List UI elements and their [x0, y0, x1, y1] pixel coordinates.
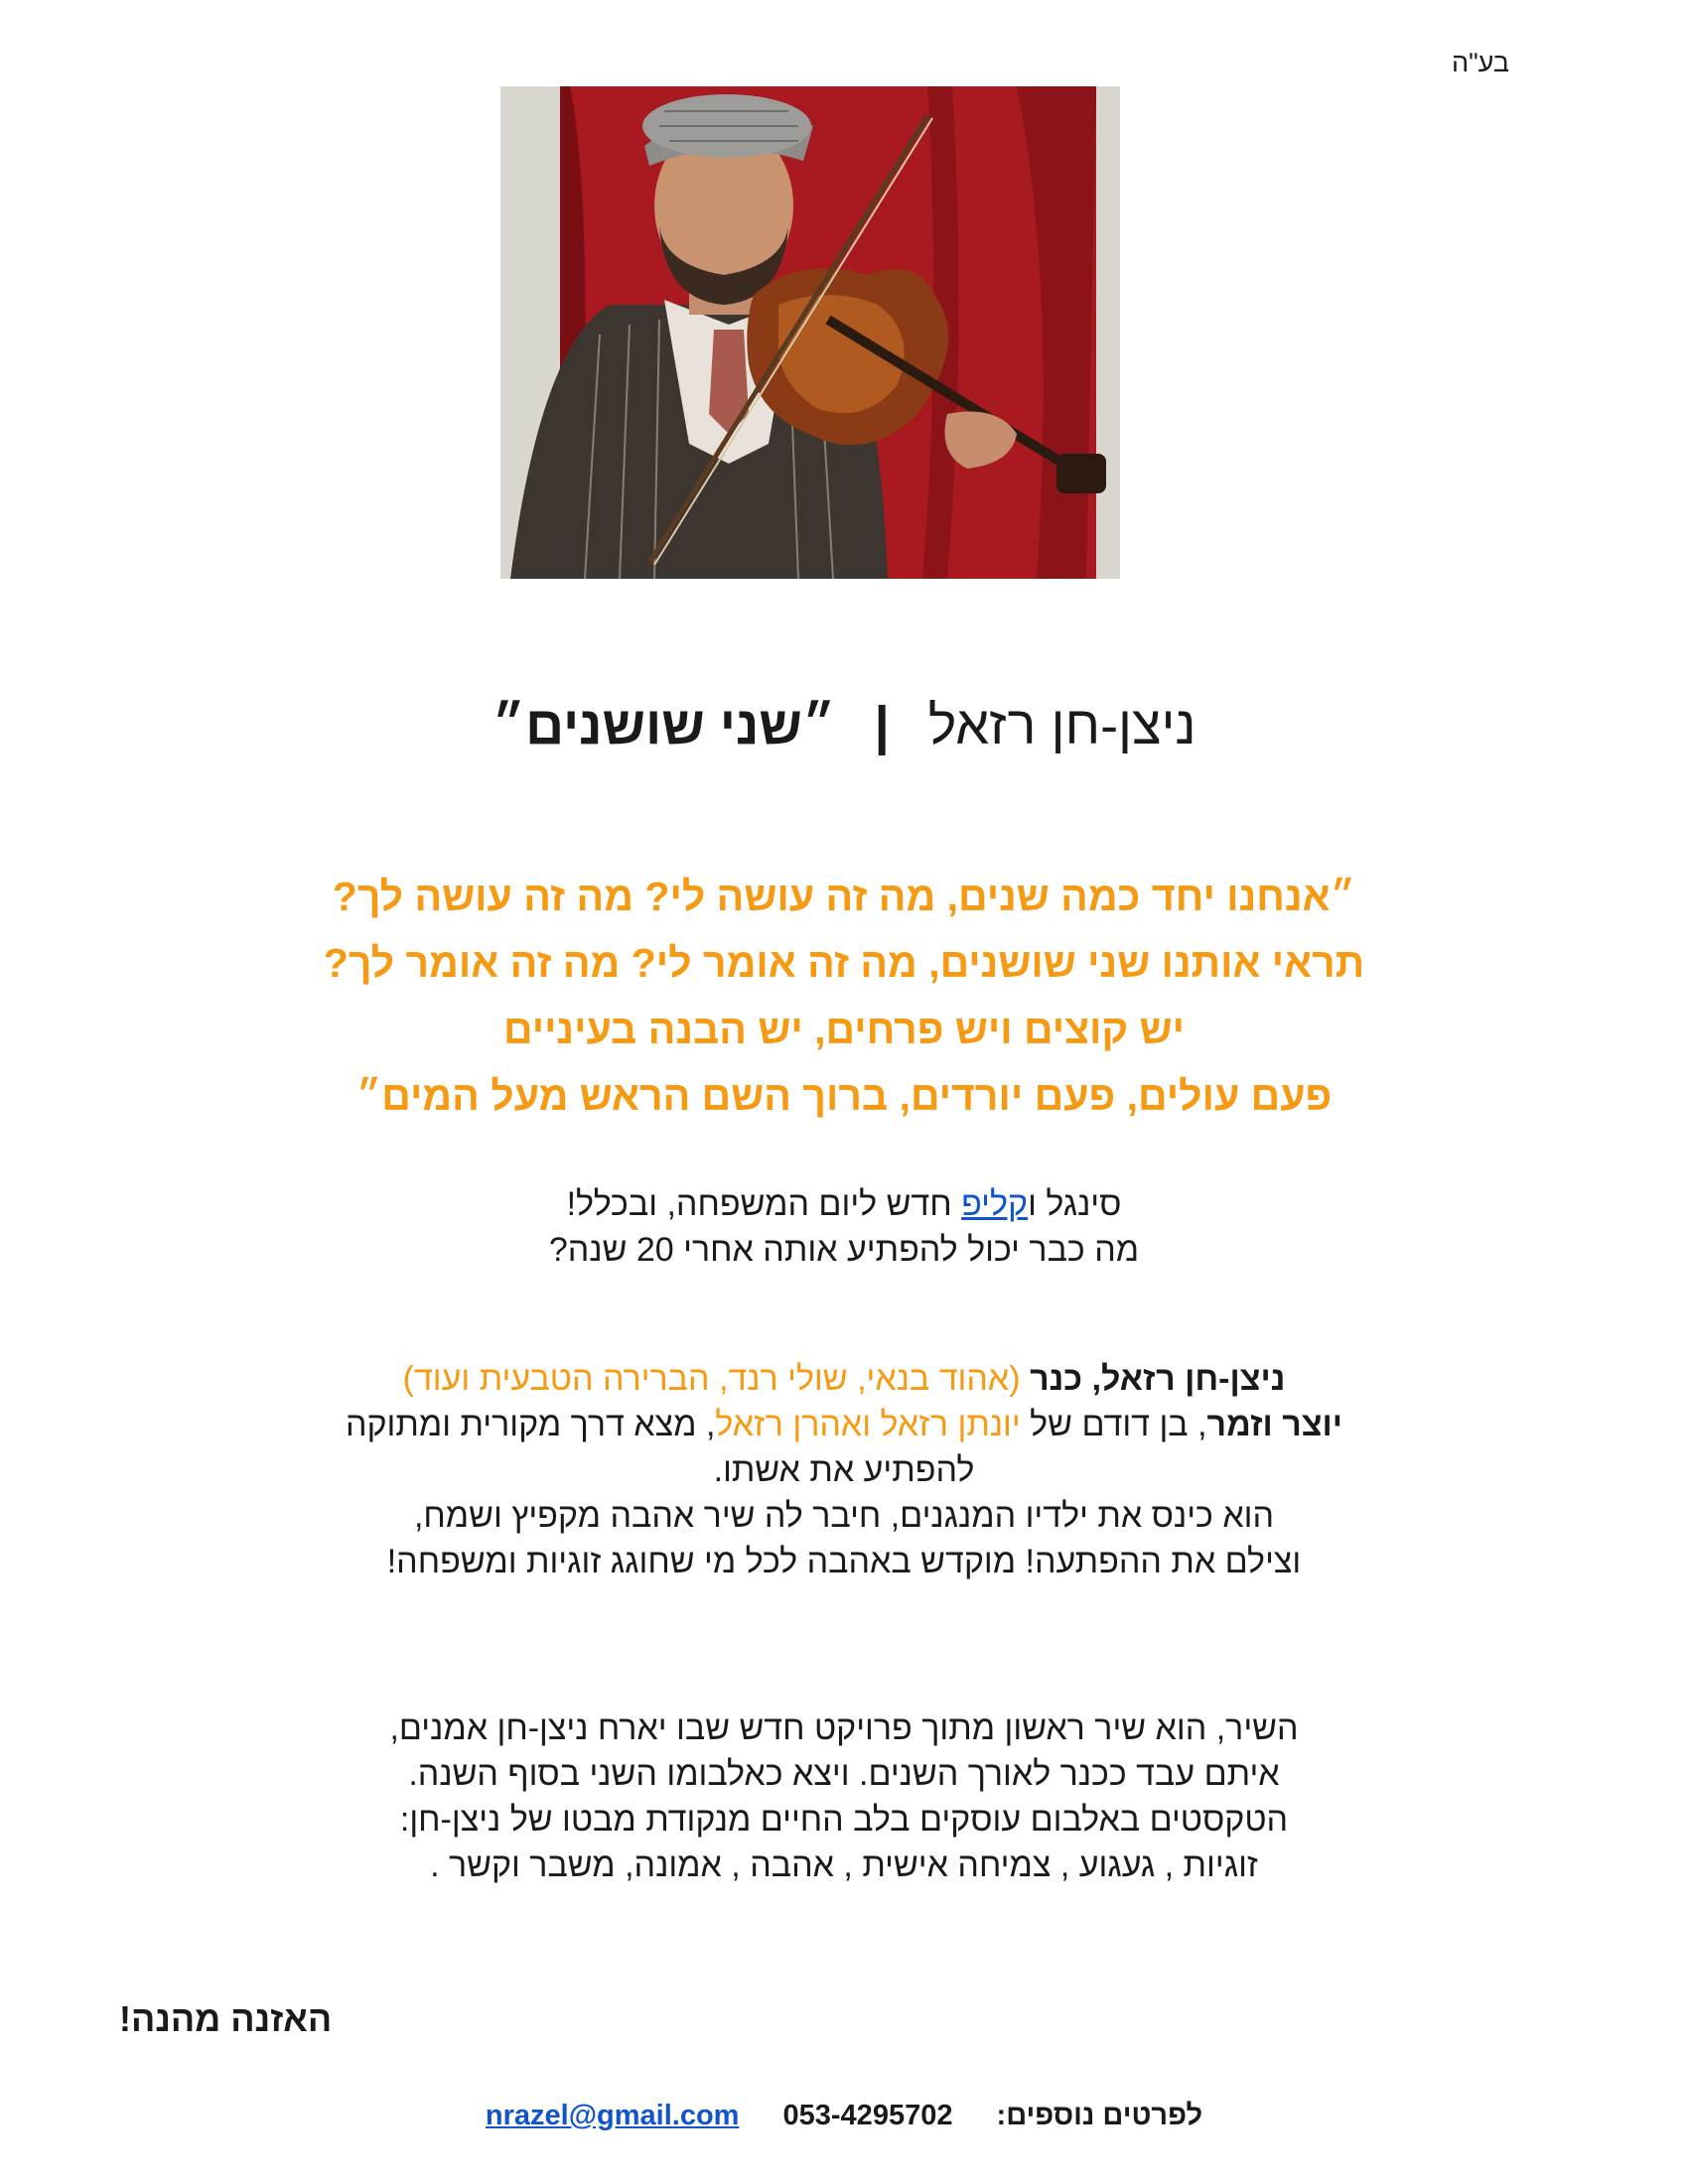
lyrics-block	[0, 864, 1688, 1130]
song-title: ״שני שושנים״	[492, 696, 836, 755]
contact-label: לפרטים נוספים:	[996, 2100, 1203, 2131]
project-line: איתם עבד ככנר לאורך השנים. ויצא כאלבומו השני בסוף השנה.	[408, 1755, 1280, 1793]
title-separator: |	[874, 696, 890, 755]
contact-email-link[interactable]: nrazel@gmail.com	[485, 2100, 740, 2131]
lyrics-line: ״אנחנו יחד כמה שנים, מה זה עושה לי? מה זה עושה לך?	[332, 874, 1356, 919]
intro-line: מה כבר יכול להפתיע אותה אחרי 20 שנה?	[548, 1231, 1140, 1269]
bio-paragraph	[0, 1356, 1688, 1584]
artist-name: ניצן-חן רזאל	[927, 696, 1196, 755]
project-paragraph	[0, 1706, 1688, 1888]
lyrics-line: יש קוצים ויש פרחים, יש הבנה בעיניים	[502, 1007, 1185, 1052]
bio-line	[0, 1402, 1688, 1447]
lyrics-line: תראי אותנו שני שושנים, מה זה אומר לי? מה זה אומר לך?	[323, 940, 1365, 986]
header-mark: בע"ה	[1451, 48, 1509, 77]
bio-creator: יוצר וזמר	[1206, 1406, 1343, 1443]
project-line: זוגיות , געגוע , צמיחה אישית , אהבה , אמונה, משבר וקשר .	[430, 1846, 1258, 1884]
bio-line: להפתיע את אשתו.	[713, 1451, 975, 1489]
intro-text: חדש ליום המשפחה, ובכלל!	[566, 1185, 962, 1223]
violinist-photo	[500, 86, 1120, 579]
intro-line	[0, 1181, 1688, 1227]
bio-text: , בן דודם של	[1020, 1406, 1207, 1443]
project-line: הטקסטים באלבום עוסקים בלב החיים מנקודת מבטו של ניצן-חן:	[399, 1801, 1289, 1839]
clip-link[interactable]: קליפ	[961, 1185, 1029, 1223]
bio-line: הוא כינס את ילדיו המנגנים, חיבר לה שיר אהבה מקפיץ ושמח,	[413, 1497, 1275, 1535]
bio-name-role: ניצן-חן רזאל, כנר	[1030, 1360, 1286, 1398]
bio-line: וצילם את ההפתעה! מוקדש באהבה לכל מי שחוגג זוגיות ומשפחה!	[386, 1543, 1302, 1580]
bio-text: , מצא דרך מקורית ומתוקה	[345, 1406, 716, 1443]
contact-phone: 053-4295702	[782, 2100, 953, 2131]
listen-note: האזנה מהנה!	[119, 1998, 333, 2039]
intro-text: סינגל ו	[1028, 1185, 1122, 1223]
project-line: השיר, הוא שיר ראשון מתוך פרויקט חדש שבו יארח ניצן-חן אמנים,	[389, 1709, 1299, 1747]
bio-cousins: יונתן רזאל ואהרן רזאל	[715, 1406, 1021, 1443]
page-title	[0, 690, 1688, 761]
lyrics-line: פעם עולים, פעם יורדים, ברוך השם הראש מעל המים״	[355, 1073, 1333, 1119]
contact-footer	[0, 2100, 1688, 2132]
bio-credits: (אהוד בנאי, שולי רנד, הברירה הטבעית ועוד)	[402, 1360, 1021, 1398]
intro-paragraph	[0, 1181, 1688, 1273]
bio-line	[0, 1356, 1688, 1402]
